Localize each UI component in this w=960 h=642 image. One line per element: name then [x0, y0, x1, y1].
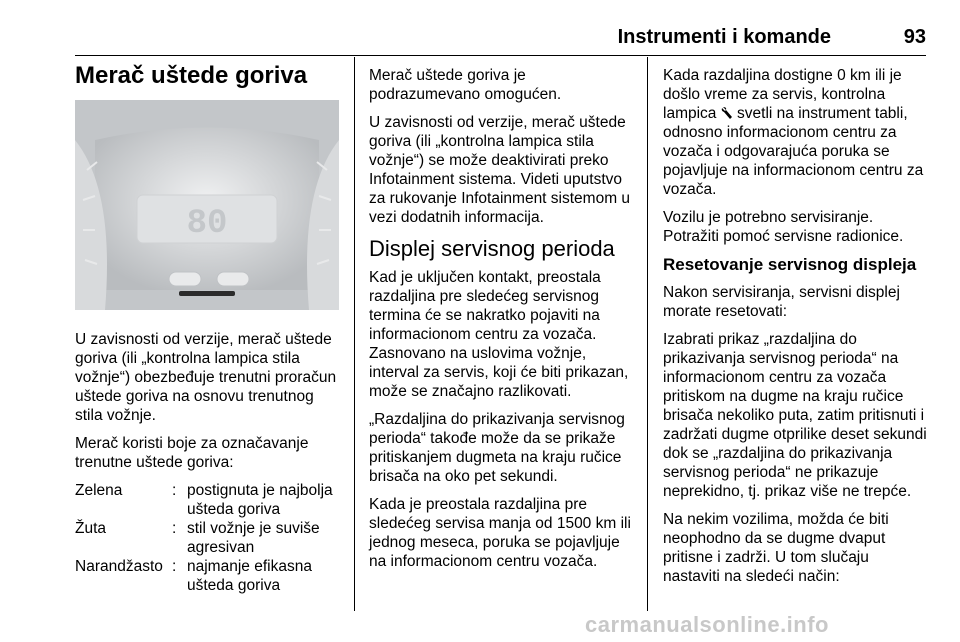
separator: : [172, 558, 177, 575]
column-divider-1 [354, 57, 355, 611]
paragraph [663, 66, 928, 199]
paragraph: Merač uštede goriva je podrazumevano omogućen. [369, 67, 562, 103]
paragraph: U zavisnosti od verzije, merač uštede goriva (ili „kontrolna lampica stila vožnje“) se može deaktivirati preko Infotainment sistema. Videti uputstvo za rukovanje Infotainment sistemom u vezi dodatnih informacija. [369, 114, 631, 226]
wrench-icon [721, 106, 733, 120]
page-header [75, 26, 926, 50]
column-divider-2 [647, 57, 648, 611]
header-rule [75, 55, 926, 56]
color-name: Zelena [75, 482, 123, 499]
column-2 [369, 66, 637, 580]
separator: : [172, 482, 177, 499]
color-description: postignuta je najbolja ušteda goriva [187, 482, 333, 518]
subsection-heading-reset: Resetovanje servisnog displeja [663, 255, 917, 274]
paragraph-text: svetli na instrument tabli, odnosno informacionom centru za vozača i odgovarajuća poruka se pojavljuje na informacionom centru za vozača. [663, 105, 924, 198]
paragraph: Nakon servisiranja, servisni displej morate resetovati: [663, 284, 900, 320]
paragraph: „Razdaljina do prikazivanja servisnog perioda“ takođe može da se prikaže pritiskanjem dugmeta na kraju ručice brisača na oko pet sekundi. [369, 411, 625, 485]
instrument-cluster-illustration [75, 100, 339, 310]
header-title: Instrumenti i komande [617, 26, 831, 48]
paragraph: U zavisnosti od verzije, merač uštede goriva (ili „kontrolna lampica stila vožnje“) obezbeđuje trenutni proračun uštede goriva na osnovu trenutnog stila vožnje. [75, 331, 337, 424]
color-description: najmanje efikasna ušteda goriva [187, 558, 312, 594]
paragraph: Vozilu je potrebno servisiranje. Potražiti pomoć servisne radionice. [663, 209, 904, 245]
color-description: stil vožnje je suviše agresivan [187, 520, 320, 556]
color-name: Narandžasto [75, 558, 163, 575]
paragraph-text: Kada razdaljina dostigne 0 km ili je došlo vreme za servis, kontrolna lampica [663, 67, 902, 122]
section-heading-service-display: Displej servisnog perioda [369, 236, 615, 261]
paragraph: Kad je uključen kontakt, preostala razdaljina pre sledećeg servisnog termina će se nakratko pojaviti na informacionom centru za vozača. Zasnovano na uslovima vožnje, interval za servis, koji će biti prikazan, može se značajno razlikovati. [369, 269, 629, 400]
cluster-display-number: 80 [186, 205, 228, 243]
section-heading-eco-meter: Merač uštede goriva [75, 62, 308, 89]
color-legend-table [75, 481, 343, 595]
column-1 [75, 330, 343, 595]
page-number: 93 [903, 26, 926, 48]
table-row [75, 519, 343, 557]
paragraph: Na nekim vozilima, možda će biti neophodno da se dugme dvaput pritisne i zadrži. U tom slučaju nastaviti na sledeći način: [663, 511, 889, 585]
paragraph: Merač koristi boje za označavanje trenutne uštede goriva: [75, 435, 309, 471]
table-row [75, 557, 343, 595]
column-3 [663, 66, 928, 595]
separator: : [172, 520, 177, 537]
instrument-cluster-figure [75, 100, 339, 310]
color-name: Žuta [75, 520, 107, 537]
paragraph: Kada je preostala razdaljina pre sledećeg servisa manja od 1500 km ili jednog meseca, poruka se pojavljuje na informacionom centru vozača. [369, 496, 631, 570]
table-row [75, 481, 343, 519]
paragraph: Izabrati prikaz „razdaljina do prikazivanja servisnog perioda“ na informacionom centru za vozača pritiskom na dugme na kraju ručice brisača nekoliko puta, zatim pritisnuti i zadržati dugme otprilike deset sekundi dok se „razdaljina do prikazivanja servisnog perioda“ ne prikazuje neprekidno, tj. prikaz više ne trepće. [663, 331, 927, 500]
watermark: carmanualsonline.info [585, 612, 829, 637]
